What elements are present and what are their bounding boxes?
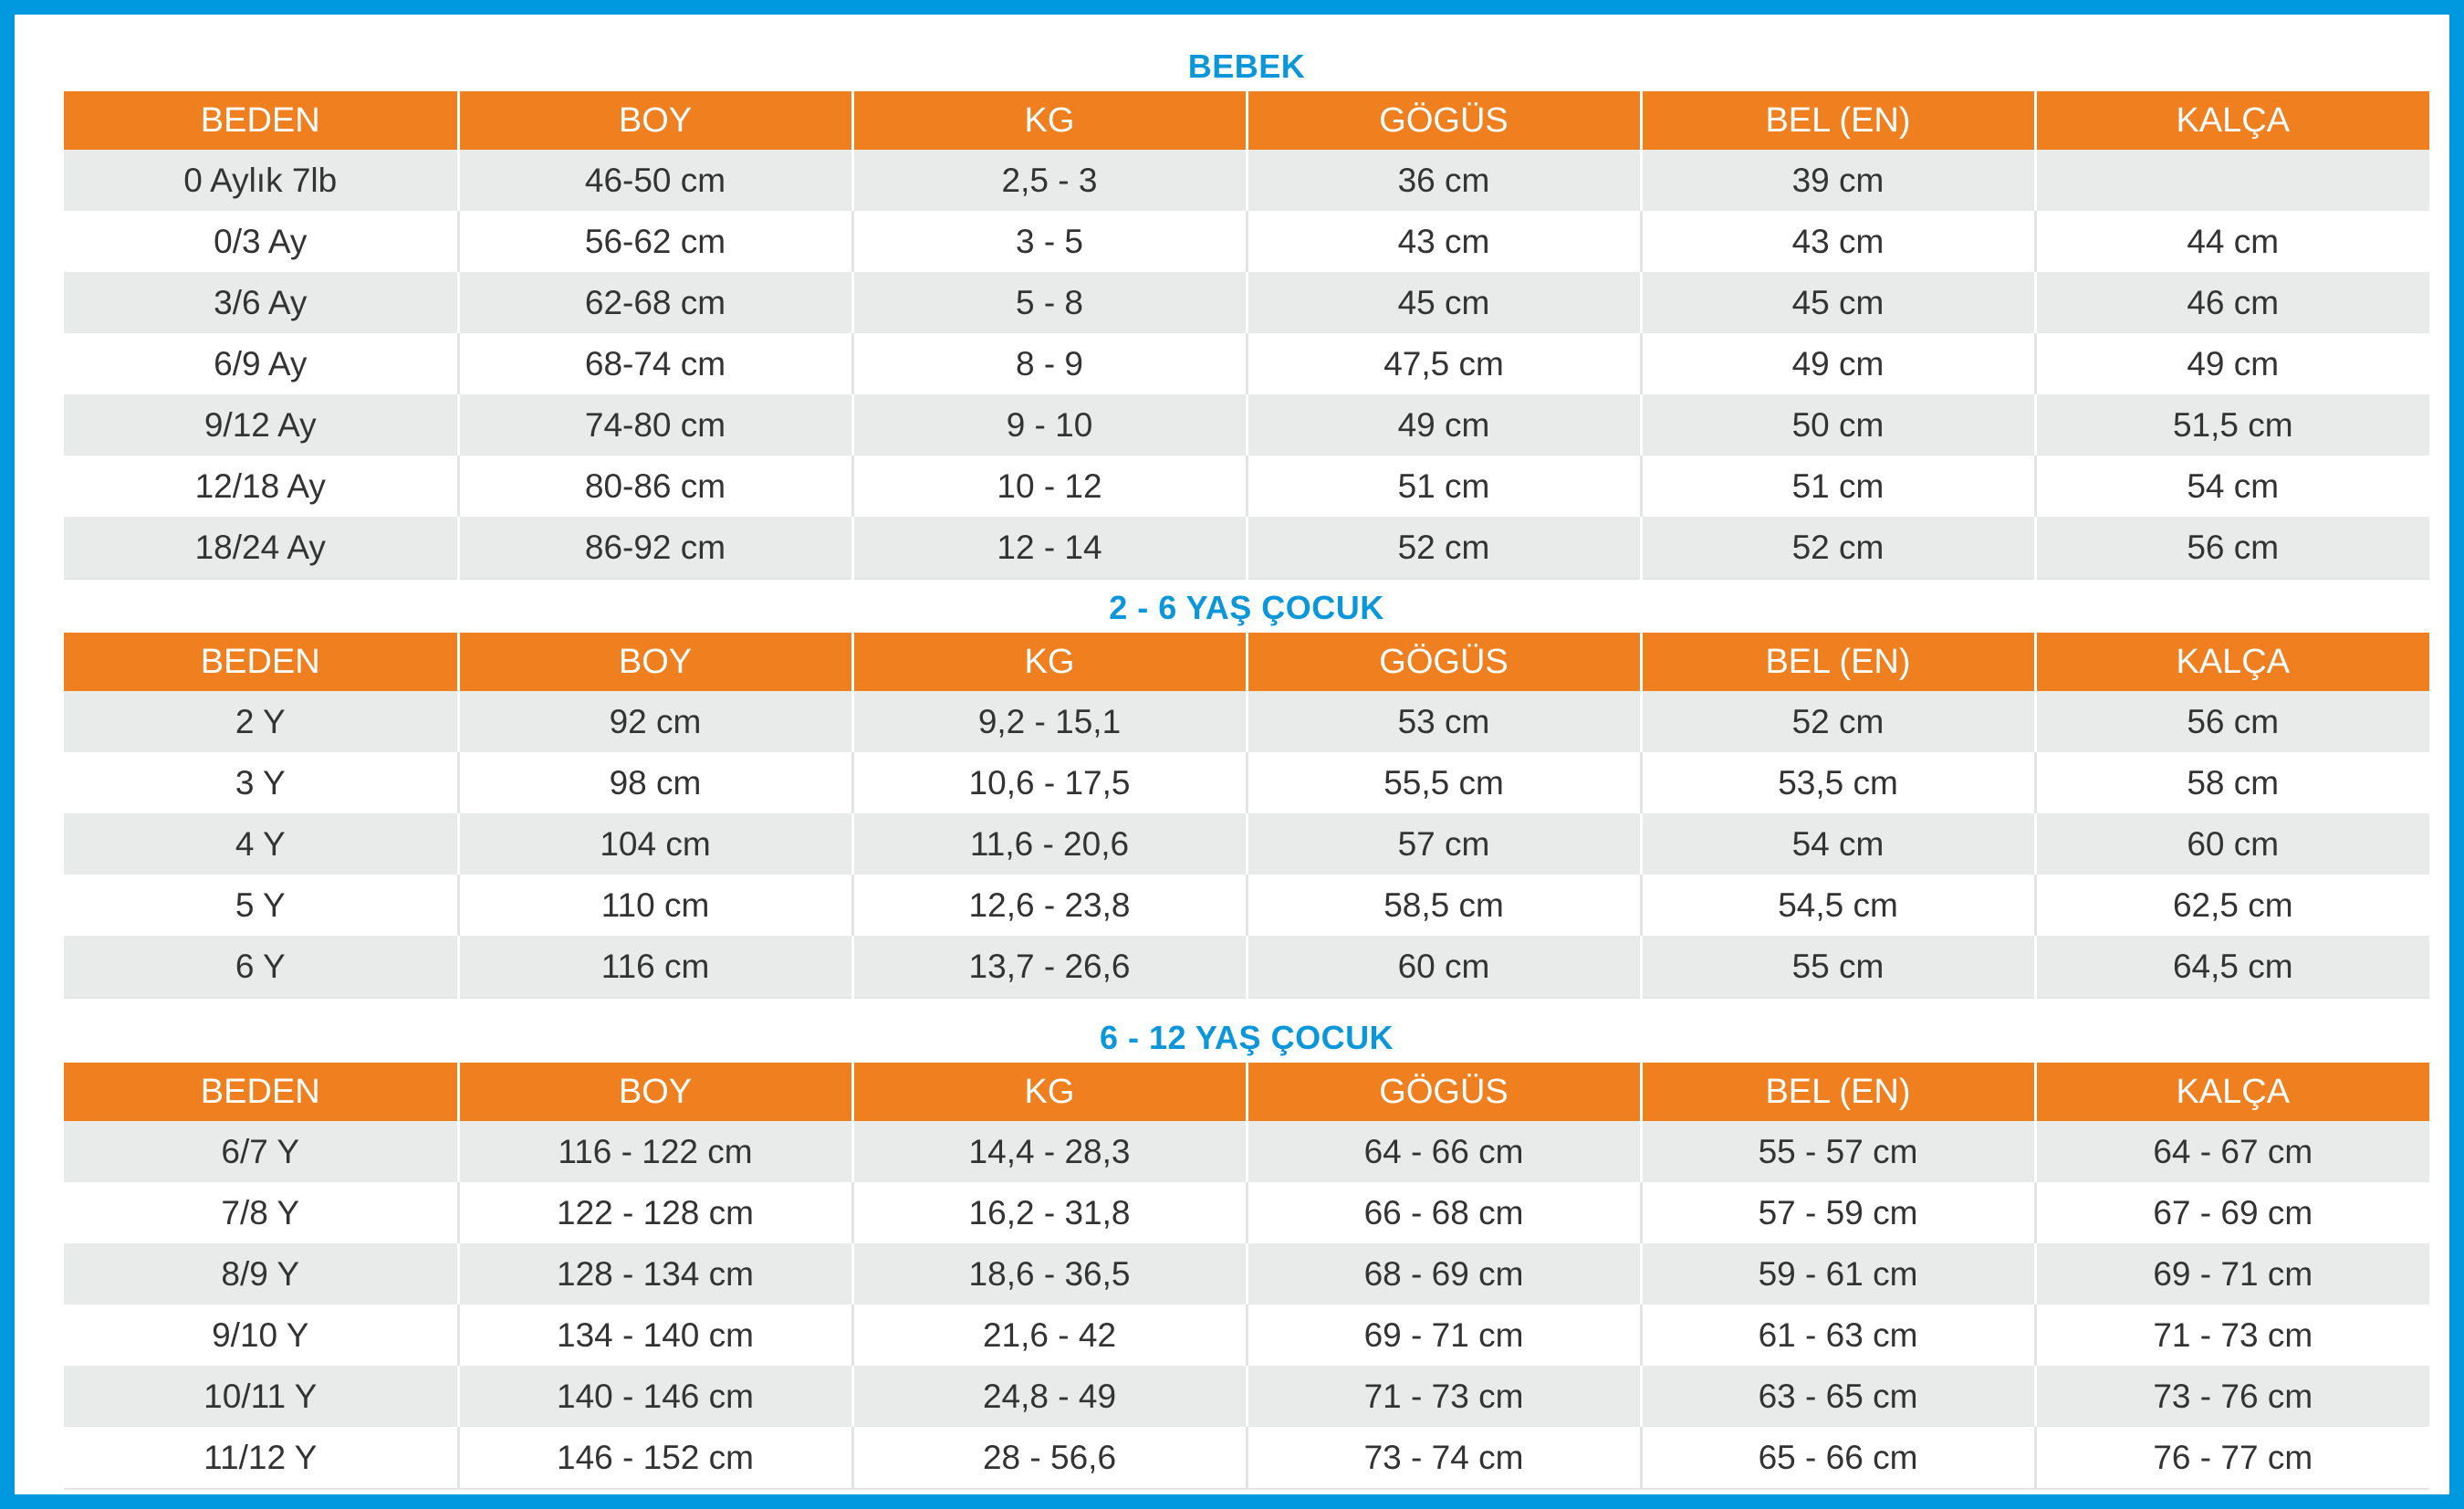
table-cell: 54 cm [2035, 456, 2429, 517]
table-cell: 62,5 cm [2035, 875, 2429, 936]
table-cell: 56 cm [2035, 517, 2429, 579]
table-cell: 3 - 5 [852, 211, 1247, 272]
table-cell: 7/8 Y [64, 1182, 458, 1243]
table-cell: 49 cm [1641, 333, 2035, 394]
table-cell: 53,5 cm [1641, 752, 2035, 813]
table-cell: 128 - 134 cm [458, 1243, 852, 1305]
table-cell: 0 Aylık 7lb [64, 150, 458, 211]
table-cell: 18/24 Ay [64, 517, 458, 579]
table-cell: 74-80 cm [458, 394, 852, 456]
table-row [64, 1366, 2429, 1427]
table-cell: 66 - 68 cm [1247, 1182, 1641, 1243]
table-cell: 12/18 Ay [64, 456, 458, 517]
table-cell: 92 cm [458, 691, 852, 752]
column-header: GÖGÜS [1247, 1063, 1641, 1121]
table-cell: 10,6 - 17,5 [852, 752, 1247, 813]
table-cell: 3/6 Ay [64, 272, 458, 333]
table-cell: 21,6 - 42 [852, 1305, 1247, 1366]
column-header: BEDEN [64, 633, 458, 691]
table-cell: 46-50 cm [458, 150, 852, 211]
column-header: GÖGÜS [1247, 91, 1641, 150]
table-header-row [64, 91, 2429, 150]
table-cell: 59 - 61 cm [1641, 1243, 2035, 1305]
table-row [64, 1243, 2429, 1305]
table-cell: 43 cm [1641, 211, 2035, 272]
table-cell: 3 Y [64, 752, 458, 813]
table-cell: 67 - 69 cm [2035, 1182, 2429, 1243]
table-cell: 9,2 - 15,1 [852, 691, 1247, 752]
table-cell: 9/10 Y [64, 1305, 458, 1366]
table-cell: 51 cm [1641, 456, 2035, 517]
table-cell: 47,5 cm [1247, 333, 1641, 394]
table-cell: 64,5 cm [2035, 936, 2429, 998]
table-cell: 116 cm [458, 936, 852, 998]
column-header: BEL (EN) [1641, 633, 2035, 691]
table-row [64, 1121, 2429, 1182]
table-cell: 51,5 cm [2035, 394, 2429, 456]
table-cell: 98 cm [458, 752, 852, 813]
section-title: BEBEK [1187, 47, 1306, 85]
column-header: KALÇA [2035, 91, 2429, 150]
table-cell: 6/7 Y [64, 1121, 458, 1182]
table-cell: 104 cm [458, 813, 852, 875]
table-cell: 110 cm [458, 875, 852, 936]
table-cell: 24,8 - 49 [852, 1366, 1247, 1427]
table-cell: 2,5 - 3 [852, 150, 1247, 211]
table-cell: 11,6 - 20,6 [852, 813, 1247, 875]
column-header: BEDEN [64, 1063, 458, 1121]
table-cell: 43 cm [1247, 211, 1641, 272]
column-header: BEL (EN) [1641, 1063, 2035, 1121]
table-cell: 50 cm [1641, 394, 2035, 456]
table-cell: 4 Y [64, 813, 458, 875]
table-cell: 65 - 66 cm [1641, 1427, 2035, 1489]
table-cell: 69 - 71 cm [1247, 1305, 1641, 1366]
table-cell: 52 cm [1247, 517, 1641, 579]
table-cell: 54,5 cm [1641, 875, 2035, 936]
table-cell: 2 Y [64, 691, 458, 752]
table-cell: 146 - 152 cm [458, 1427, 852, 1489]
table-cell: 52 cm [1641, 517, 2035, 579]
table-cell: 51 cm [1247, 456, 1641, 517]
table-cell: 36 cm [1247, 150, 1641, 211]
table-cell: 12 - 14 [852, 517, 1247, 579]
table-row [64, 813, 2429, 875]
section-gap [64, 999, 2429, 1013]
table-row [64, 1427, 2429, 1489]
table-row [64, 517, 2429, 579]
table-header-row [64, 633, 2429, 691]
table-cell: 80-86 cm [458, 456, 852, 517]
table-cell: 64 - 66 cm [1247, 1121, 1641, 1182]
table-cell: 57 - 59 cm [1641, 1182, 2035, 1243]
table-cell: 13,7 - 26,6 [852, 936, 1247, 998]
column-header: KALÇA [2035, 633, 2429, 691]
column-header: KG [852, 91, 1247, 150]
size-table [64, 91, 2429, 580]
table-row [64, 150, 2429, 211]
table-cell: 6/9 Ay [64, 333, 458, 394]
table-cell: 5 Y [64, 875, 458, 936]
table-cell: 86-92 cm [458, 517, 852, 579]
table-header-row [64, 1063, 2429, 1121]
table-cell: 55 cm [1641, 936, 2035, 998]
table-cell: 11/12 Y [64, 1427, 458, 1489]
section-title: 2 - 6 YAŞ ÇOCUK [1109, 589, 1384, 626]
table-cell: 69 - 71 cm [2035, 1243, 2429, 1305]
table-cell: 60 cm [1247, 936, 1641, 998]
table-cell: 64 - 67 cm [2035, 1121, 2429, 1182]
size-table [64, 633, 2429, 999]
table-cell: 18,6 - 36,5 [852, 1243, 1247, 1305]
table-cell: 10/11 Y [64, 1366, 458, 1427]
column-header: BEL (EN) [1641, 91, 2035, 150]
table-cell: 61 - 63 cm [1641, 1305, 2035, 1366]
table-cell: 46 cm [2035, 272, 2429, 333]
table-cell: 68 - 69 cm [1247, 1243, 1641, 1305]
table-cell: 60 cm [2035, 813, 2429, 875]
table-cell: 45 cm [1641, 272, 2035, 333]
size-chart-content [64, 42, 2429, 1490]
table-cell: 6 Y [64, 936, 458, 998]
column-header: BOY [458, 91, 852, 150]
table-row [64, 394, 2429, 456]
table-cell: 8 - 9 [852, 333, 1247, 394]
table-cell: 49 cm [2035, 333, 2429, 394]
table-cell: 10 - 12 [852, 456, 1247, 517]
table-cell: 53 cm [1247, 691, 1641, 752]
table-cell: 52 cm [1641, 691, 2035, 752]
column-header: BOY [458, 633, 852, 691]
table-row [64, 875, 2429, 936]
table-cell [2035, 150, 2429, 211]
table-cell: 9 - 10 [852, 394, 1247, 456]
table-cell: 54 cm [1641, 813, 2035, 875]
table-cell: 9/12 Ay [64, 394, 458, 456]
column-header: BEDEN [64, 91, 458, 150]
table-cell: 68-74 cm [458, 333, 852, 394]
table-cell: 0/3 Ay [64, 211, 458, 272]
column-header: KG [852, 633, 1247, 691]
column-header: KG [852, 1063, 1247, 1121]
table-cell: 55 - 57 cm [1641, 1121, 2035, 1182]
table-row [64, 272, 2429, 333]
table-cell: 55,5 cm [1247, 752, 1641, 813]
table-row [64, 1305, 2429, 1366]
table-cell: 49 cm [1247, 394, 1641, 456]
table-cell: 58 cm [2035, 752, 2429, 813]
table-cell: 122 - 128 cm [458, 1182, 852, 1243]
table-cell: 8/9 Y [64, 1243, 458, 1305]
table-row [64, 456, 2429, 517]
table-row [64, 752, 2429, 813]
table-row [64, 333, 2429, 394]
table-cell: 44 cm [2035, 211, 2429, 272]
table-cell: 56-62 cm [458, 211, 852, 272]
column-header: GÖGÜS [1247, 633, 1641, 691]
size-table [64, 1063, 2429, 1490]
table-cell: 140 - 146 cm [458, 1366, 852, 1427]
table-cell: 62-68 cm [458, 272, 852, 333]
table-cell: 73 - 74 cm [1247, 1427, 1641, 1489]
table-cell: 58,5 cm [1247, 875, 1641, 936]
table-cell: 63 - 65 cm [1641, 1366, 2035, 1427]
table-cell: 71 - 73 cm [1247, 1366, 1641, 1427]
table-cell: 76 - 77 cm [2035, 1427, 2429, 1489]
column-header: KALÇA [2035, 1063, 2429, 1121]
table-row [64, 691, 2429, 752]
table-row [64, 1182, 2429, 1243]
table-cell: 5 - 8 [852, 272, 1247, 333]
table-cell: 16,2 - 31,8 [852, 1182, 1247, 1243]
table-cell: 56 cm [2035, 691, 2429, 752]
table-cell: 71 - 73 cm [2035, 1305, 2429, 1366]
table-row [64, 211, 2429, 272]
section-title: 6 - 12 YAŞ ÇOCUK [1099, 1019, 1394, 1056]
table-cell: 116 - 122 cm [458, 1121, 852, 1182]
table-cell: 45 cm [1247, 272, 1641, 333]
table-row [64, 936, 2429, 998]
column-header: BOY [458, 1063, 852, 1121]
table-cell: 12,6 - 23,8 [852, 875, 1247, 936]
table-cell: 73 - 76 cm [2035, 1366, 2429, 1427]
table-cell: 134 - 140 cm [458, 1305, 852, 1366]
table-cell: 39 cm [1641, 150, 2035, 211]
table-cell: 57 cm [1247, 813, 1641, 875]
table-cell: 14,4 - 28,3 [852, 1121, 1247, 1182]
table-cell: 28 - 56,6 [852, 1427, 1247, 1489]
